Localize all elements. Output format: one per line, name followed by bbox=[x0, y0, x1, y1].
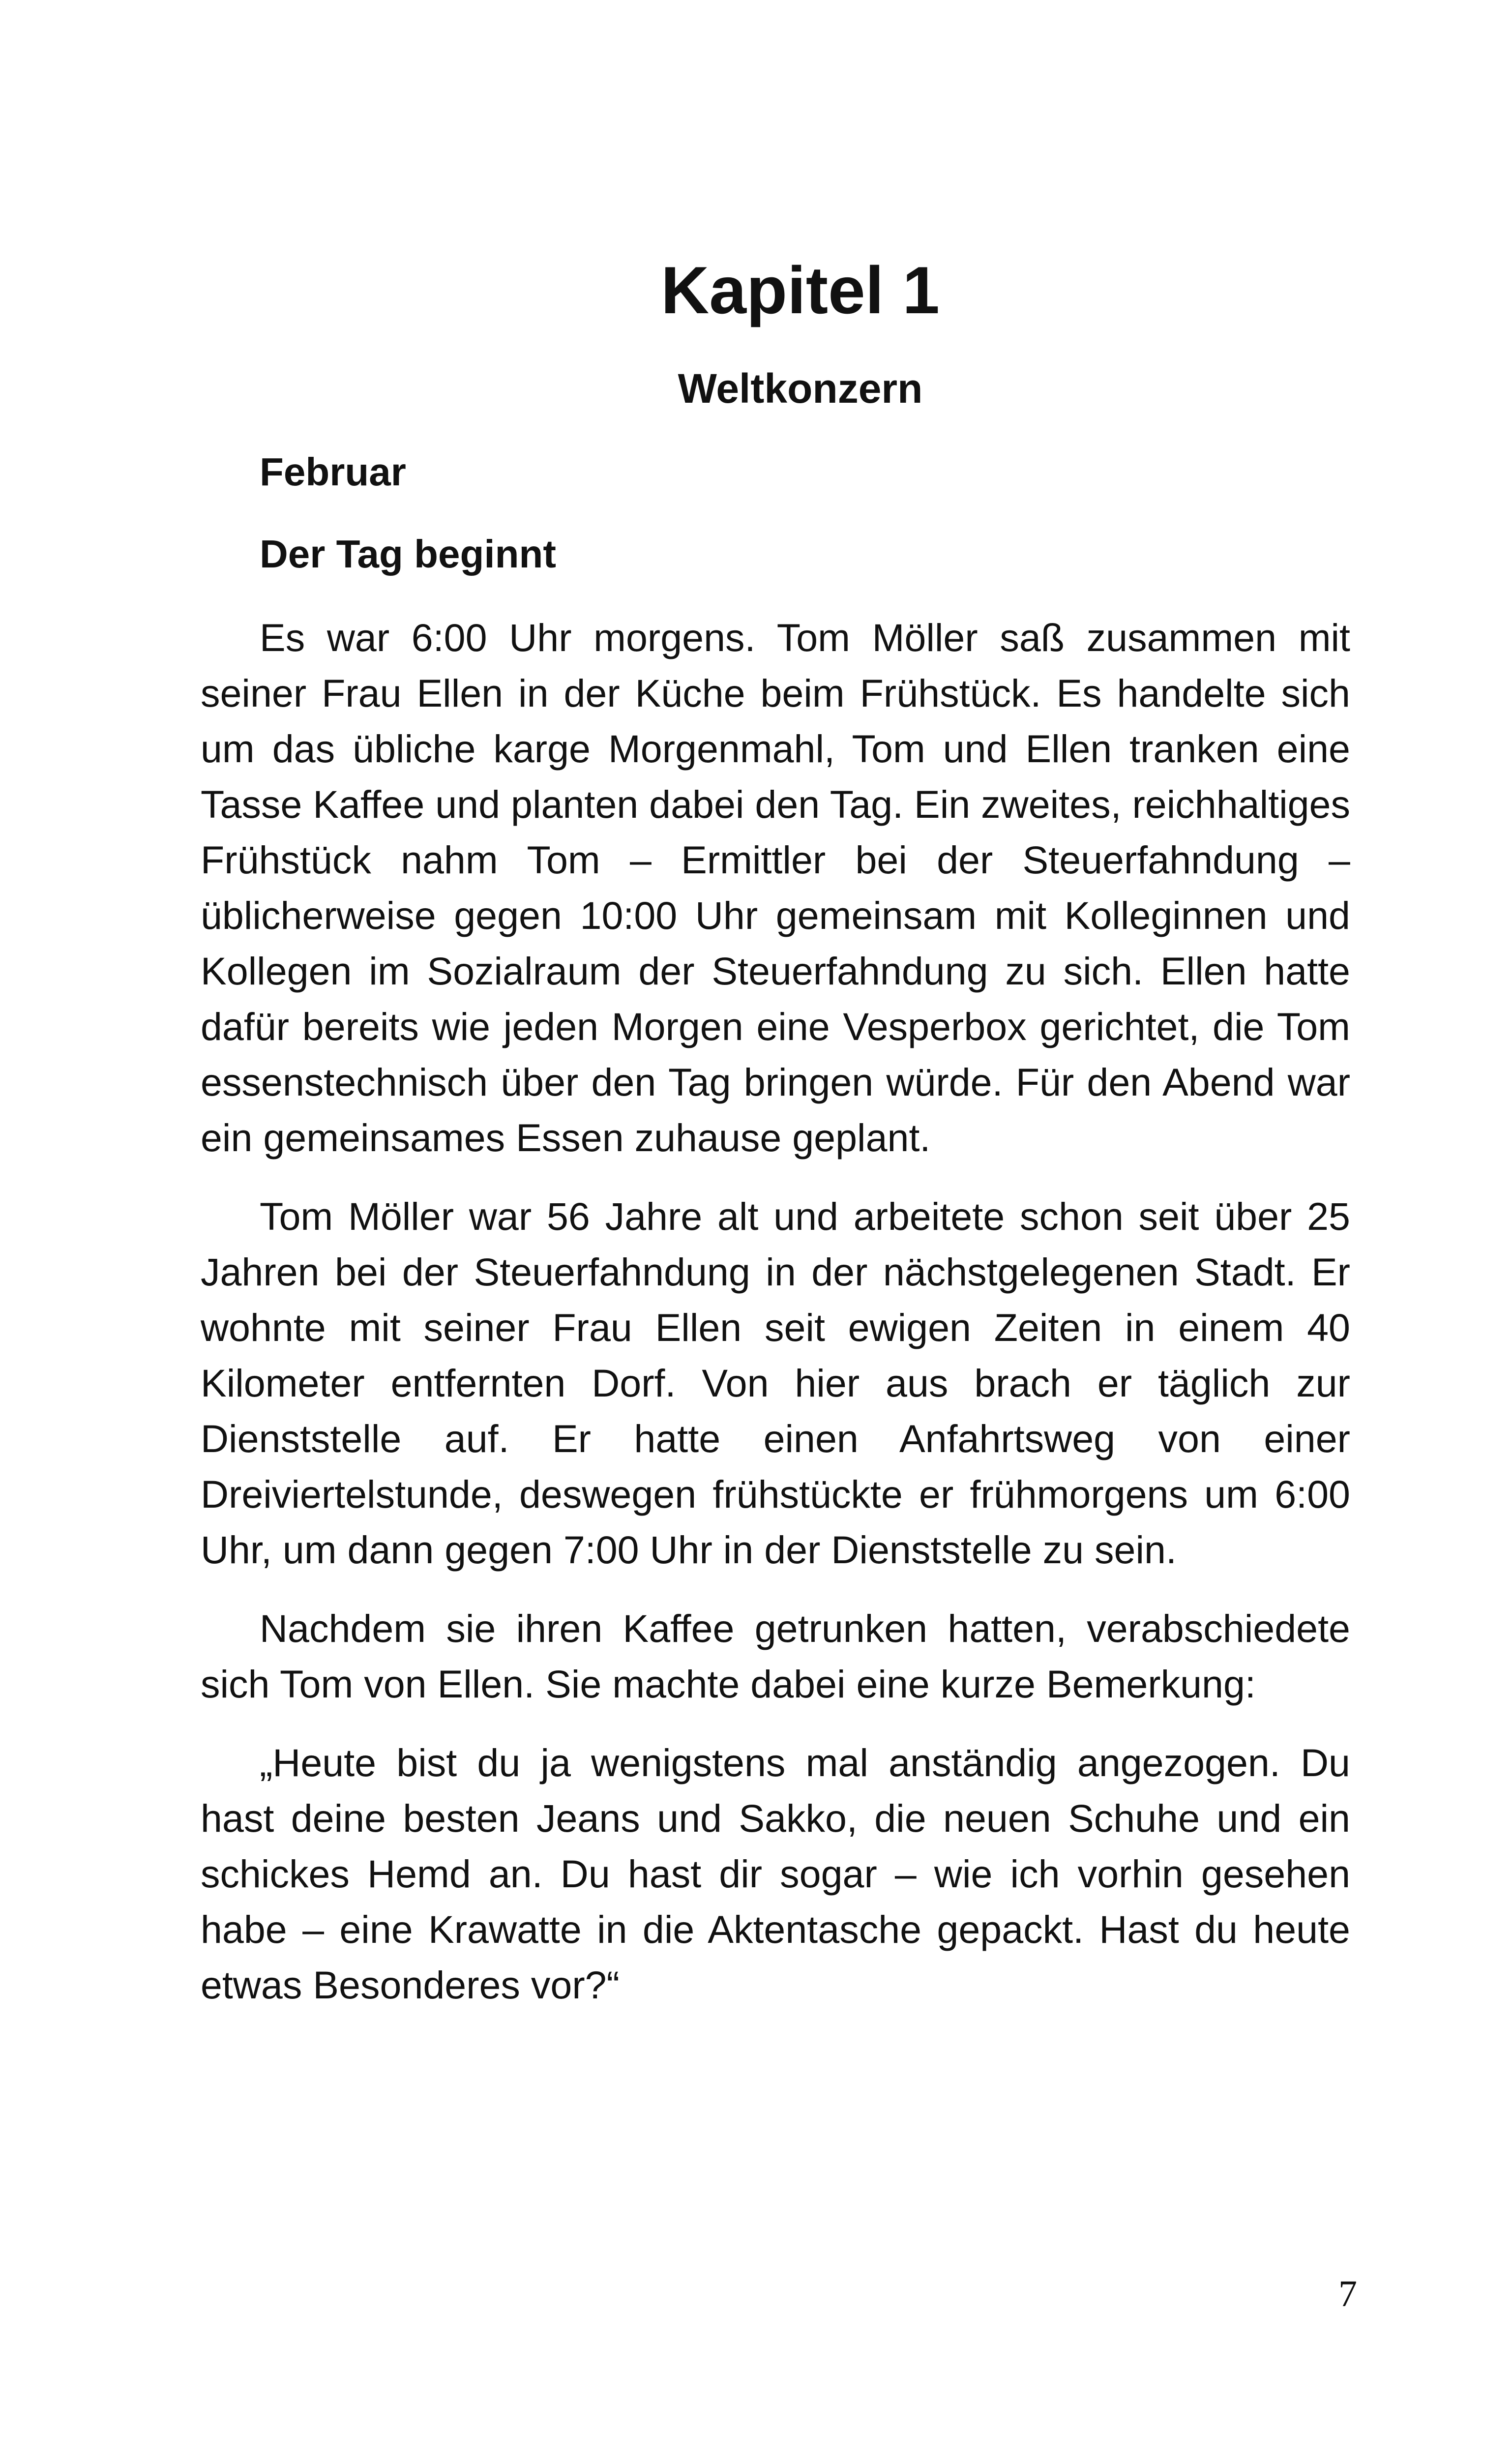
section-heading: Der Tag beginnt bbox=[260, 532, 556, 576]
chapter-title: Kapitel 1 bbox=[661, 253, 940, 327]
paragraph: Es war 6:00 Uhr morgens. Tom Möller saß zusammen mit seiner Frau Ellen in der Küche beim Frühstück. Es handelte sich um das übliche karge Morgenmahl, Tom und Ellen tranken eine Tasse Kaffee und planten dabei den Tag. Ein zweites, reichhaltiges Frühstück nahm Tom – Ermittler bei der Steuerfahndung – üblicherweise gegen 10:00 Uhr gemeinsam mit Kolleginnen und Kollegen im Sozialraum der Steuerfahndung zu sich. Ellen hatte dafür bereits wie jeden Morgen eine Vesperbox gerichtet, die Tom essenstechnisch über den Tag bringen würde. Für den Abend war ein gemeinsames Essen zuhause geplant. bbox=[201, 616, 1350, 1160]
paragraph: Nachdem sie ihren Kaffee getrunken hatten, verabschiedete sich Tom von Ellen. Sie machte dabei eine kurze Bemerkung: bbox=[201, 1606, 1350, 1706]
month-heading: Februar bbox=[260, 450, 406, 494]
chapter-subtitle: Weltkonzern bbox=[678, 365, 923, 412]
page-number: 7 bbox=[1338, 2273, 1357, 2315]
paragraph: „Heute bist du ja wenigstens mal anständig angezogen. Du hast deine besten Jeans und Sakko, die neuen Schuhe und ein schickes Hemd an. Du hast dir sogar – wie ich vorhin gesehen habe – eine Krawatte in die Aktentasche gepackt. Hast du heute etwas Besonderes vor?“ bbox=[201, 1741, 1350, 2007]
paragraph: Tom Möller war 56 Jahre alt und arbeitete schon seit über 25 Jahren bei der Steuerfahndung in der nächstgelegenen Stadt. Er wohnte mit seiner Frau Ellen seit ewigen Zeiten in einem 40 Kilometer entfernten Dorf. Von hier aus brach er täglich zur Dienststelle auf. Er hatte einen Anfahrtsweg von einer Dreiviertelstunde, deswegen frühstückte er frühmorgens um 6:00 Uhr, um dann gegen 7:00 Uhr in der Dienststelle zu sein. bbox=[201, 1194, 1350, 1572]
body-text bbox=[201, 610, 1350, 2036]
